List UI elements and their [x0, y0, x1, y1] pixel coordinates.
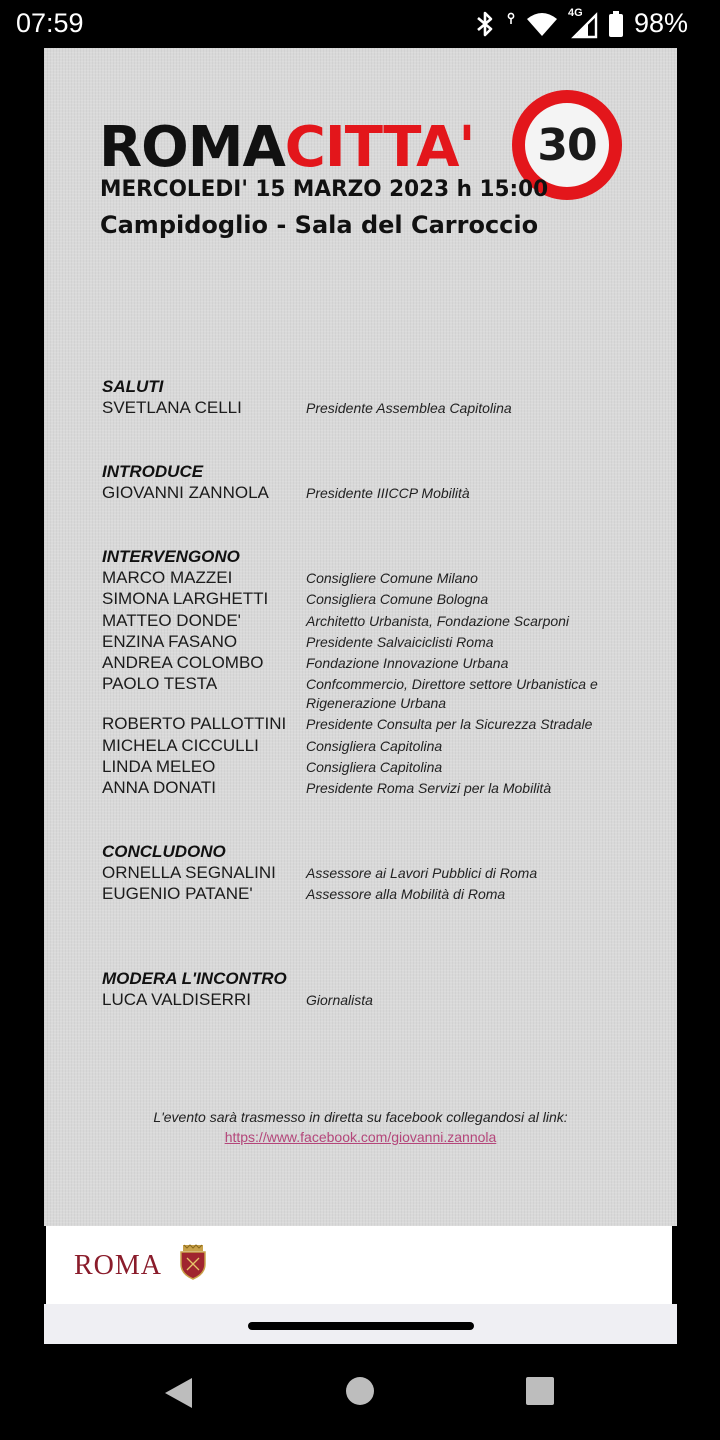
speaker-role: Consigliera Comune Bologna: [306, 591, 489, 608]
speaker-name: ROBERTO PALLOTTINI: [102, 714, 287, 734]
event-venue: Campidoglio - Sala del Carroccio: [100, 211, 539, 239]
speaker-name: ANNA DONATI: [102, 778, 216, 798]
roma-logo-text: ROMA: [74, 1250, 163, 1281]
speaker-name: GIOVANNI ZANNOLA: [102, 483, 269, 502]
bluetooth-icon: [474, 10, 496, 38]
speaker-name: SVETLANA CELLI: [102, 398, 242, 417]
speaker-row: [102, 735, 662, 756]
speaker-role: Presidente Consulta per la Sicurezza Stradale: [306, 716, 593, 733]
speaker-row: [102, 482, 662, 503]
speaker-name: LINDA MELEO: [102, 757, 216, 777]
event-date: MERCOLEDI' 15 MARZO 2023 h 15:00: [100, 177, 549, 202]
speaker-name: MARCO MAZZEI: [102, 568, 233, 587]
recents-icon[interactable]: [525, 1376, 555, 1406]
speaker-row: [102, 631, 662, 652]
speaker-row: [102, 862, 662, 883]
key-icon: [506, 10, 516, 38]
section-heading: CONCLUDONO: [102, 842, 226, 861]
speaker-name: MATTEO DONDE': [102, 610, 241, 630]
speaker-name: LUCA VALDISERRI: [102, 990, 251, 1009]
speaker-role: Architetto Urbanista, Fondazione Scarponi: [306, 612, 570, 629]
speaker-row: [102, 989, 662, 1010]
section-heading: SALUTI: [102, 377, 164, 396]
navigation-bar: [0, 1344, 720, 1440]
section-heading: INTRODUCE: [102, 462, 204, 481]
speaker-role: Consigliere Comune Milano: [306, 570, 478, 586]
livestream-notice: L'evento sarà trasmesso in diretta su facebook collegandosi al link:: [153, 1109, 568, 1125]
speaker-name: MICHELA CICCULLI: [102, 735, 259, 755]
speaker-name: ENZINA FASANO: [102, 631, 238, 651]
section-intervengono: [102, 546, 662, 799]
speaker-row: [102, 883, 662, 904]
speaker-row: [102, 397, 662, 418]
speaker-name: ANDREA COLOMBO: [102, 653, 264, 673]
status-bar: [0, 0, 720, 48]
speaker-name: ORNELLA SEGNALINI: [102, 863, 276, 882]
speaker-role: Confcommercio, Direttore settore Urbanistica e Rigenerazione Urbana: [306, 676, 598, 712]
speaker-row: [102, 567, 662, 588]
cell-signal-icon: [567, 6, 598, 39]
poster-title: [99, 115, 475, 180]
facebook-link[interactable]: https://www.facebook.com/giovanni.zannola: [224, 1129, 497, 1145]
battery-icon: [608, 10, 624, 38]
speaker-name: SIMONA LARGHETTI: [102, 589, 269, 609]
back-icon[interactable]: [163, 1376, 195, 1410]
gesture-area: [44, 1304, 677, 1344]
home-icon[interactable]: [345, 1376, 375, 1406]
title-citta: CITTA': [284, 115, 475, 180]
event-poster: [44, 48, 677, 1226]
section-introduce: [102, 461, 662, 503]
speaker-role: Giornalista: [306, 992, 373, 1008]
speaker-role: Presidente Assemblea Capitolina: [306, 400, 512, 416]
speaker-row: [102, 777, 662, 798]
speaker-role: Presidente Salvaiciclisti Roma: [306, 633, 494, 650]
speaker-role: Consigliera Capitolina: [306, 759, 443, 776]
speaker-name: EUGENIO PATANE': [102, 884, 253, 904]
wifi-icon: [526, 10, 558, 38]
logo-band: [46, 1226, 672, 1304]
speaker-row: [102, 673, 662, 713]
speaker-role: Consigliera Capitolina: [306, 737, 443, 754]
speaker-role: Fondazione Innovazione Urbana: [306, 655, 509, 672]
speaker-row: [102, 756, 662, 777]
section-heading: MODERA L'INCONTRO: [102, 969, 287, 988]
speaker-role: Assessore ai Lavori Pubblici di Roma: [306, 865, 538, 881]
speaker-row: [102, 588, 662, 609]
speaker-row: [102, 652, 662, 673]
speaker-row: [102, 713, 662, 734]
title-roma: ROMA: [99, 115, 285, 180]
speaker-role: Assessore alla Mobilità di Roma: [306, 886, 506, 903]
section-modera: [102, 968, 662, 1010]
roma-crest-icon: [179, 1244, 207, 1280]
network-label: 4G: [567, 6, 583, 19]
gesture-handle[interactable]: [248, 1322, 474, 1330]
section-heading: INTERVENGONO: [102, 547, 240, 566]
speaker-row: [102, 610, 662, 631]
section-saluti: [102, 376, 662, 418]
speed-limit-number: 30: [537, 119, 597, 171]
speaker-role: Presidente Roma Servizi per la Mobilità: [306, 780, 552, 797]
section-concludono: [102, 841, 662, 905]
status-time: 07:59: [16, 8, 84, 38]
battery-percent: 98%: [633, 8, 688, 38]
speaker-role: Presidente IIICCP Mobilità: [306, 485, 470, 501]
speaker-name: PAOLO TESTA: [102, 674, 218, 694]
